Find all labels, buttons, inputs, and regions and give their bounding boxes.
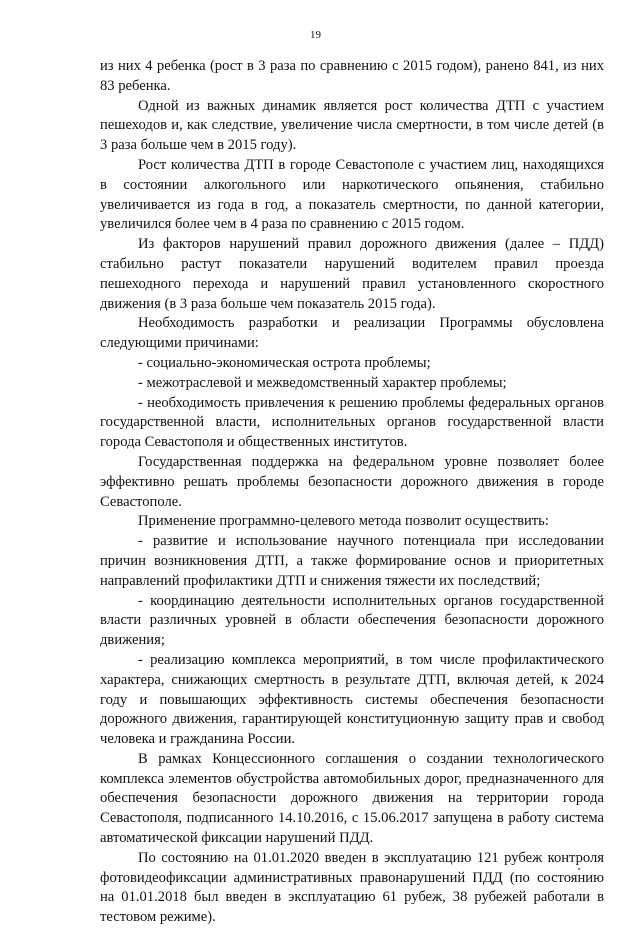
paragraph: Рост количества ДТП в городе Севастополе с участием лиц, находящихся в состоянии алкогольного или наркотического опьянения, стабильно увеличивается из года в год, а показатель смертности, по данной категории, увеличился более чем в 4 раза по сравнению с 2015 годом. <box>100 156 604 233</box>
paragraph: Из факторов нарушений правил дорожного движения (далее – ПДД) стабильно растут показатели нарушений водителем правил проезда пешеходного перехода и нарушений правил установленного скоростного движения (в 3 раза больше чем показатель 2015 года). <box>100 236 604 312</box>
paragraph: Необходимость разработки и реализации Программы обусловлена следующими причинами: <box>100 315 604 352</box>
paragraph: из них 4 ребенка (рост в 3 раза по сравнению с 2015 годом), ранено 841, из них 83 ребенка. <box>100 58 604 94</box>
paragraph: По состоянию на 01.01.2020 введен в эксплуатацию 121 рубеж контроля фотовидеофиксации административных правонарушений ПДД (по состоянию на 01.01.2018 был введен в эксплуатацию 61 рубеж, 38 рубежей работали в тестовом режиме). <box>100 849 604 926</box>
paragraph: - координацию деятельности исполнительных органов государственной власти различных уровней в области обеспечения безопасности дорожного движения; <box>100 592 604 649</box>
paragraph: - социально-экономическая острота проблемы; <box>138 354 431 371</box>
paragraph: - развитие и использование научного потенциала при исследовании причин возникновения ДТП, а также формирование основ и приоритетных направлений профилактики ДТП и снижения тяжести их последствий; <box>100 533 604 589</box>
paragraph: - необходимость привлечения к решению проблемы федеральных органов государственной власти, исполнительных органов государственной власти города Севастополя и общественных институтов. <box>100 394 604 451</box>
paragraph: Одной из важных динамик является рост количества ДТП с участием пешеходов и, как следствие, увеличение числа смертности, в том числе детей (в 3 раза больше чем в 2015 году). <box>100 97 604 154</box>
paragraph: Применение программно-целевого метода позволит осуществить: <box>138 513 549 530</box>
paragraph: - межотраслевой и межведомственный характер проблемы; <box>138 374 507 391</box>
page-number: 19 <box>310 29 321 41</box>
document-body <box>100 57 604 928</box>
paragraph: Государственная поддержка на федеральном уровне позволяет более эффективно решать проблемы безопасности дорожного движения в городе Севастополе. <box>100 453 604 510</box>
paragraph: - реализацию комплекса мероприятий, в том числе профилактического характера, снижающих смертность в результате ДТП, включая детей, к 2024 году и повышающих эффективность системы обеспечения безопасности дорожного движения, гарантирующей конституционную защиту прав и свобод человека и гражданина России. <box>100 651 604 748</box>
scan-speck <box>578 868 580 870</box>
paragraph: В рамках Концессионного соглашения о создании технологического комплекса элементов обустройства автомобильных дорог, предназначенного для обеспечения безопасности дорожного движения на территории города Севастополя, подписанного 14.10.2016, с 15.06.2017 запущена в работу система автоматической фиксации нарушений ПДД. <box>100 750 604 847</box>
